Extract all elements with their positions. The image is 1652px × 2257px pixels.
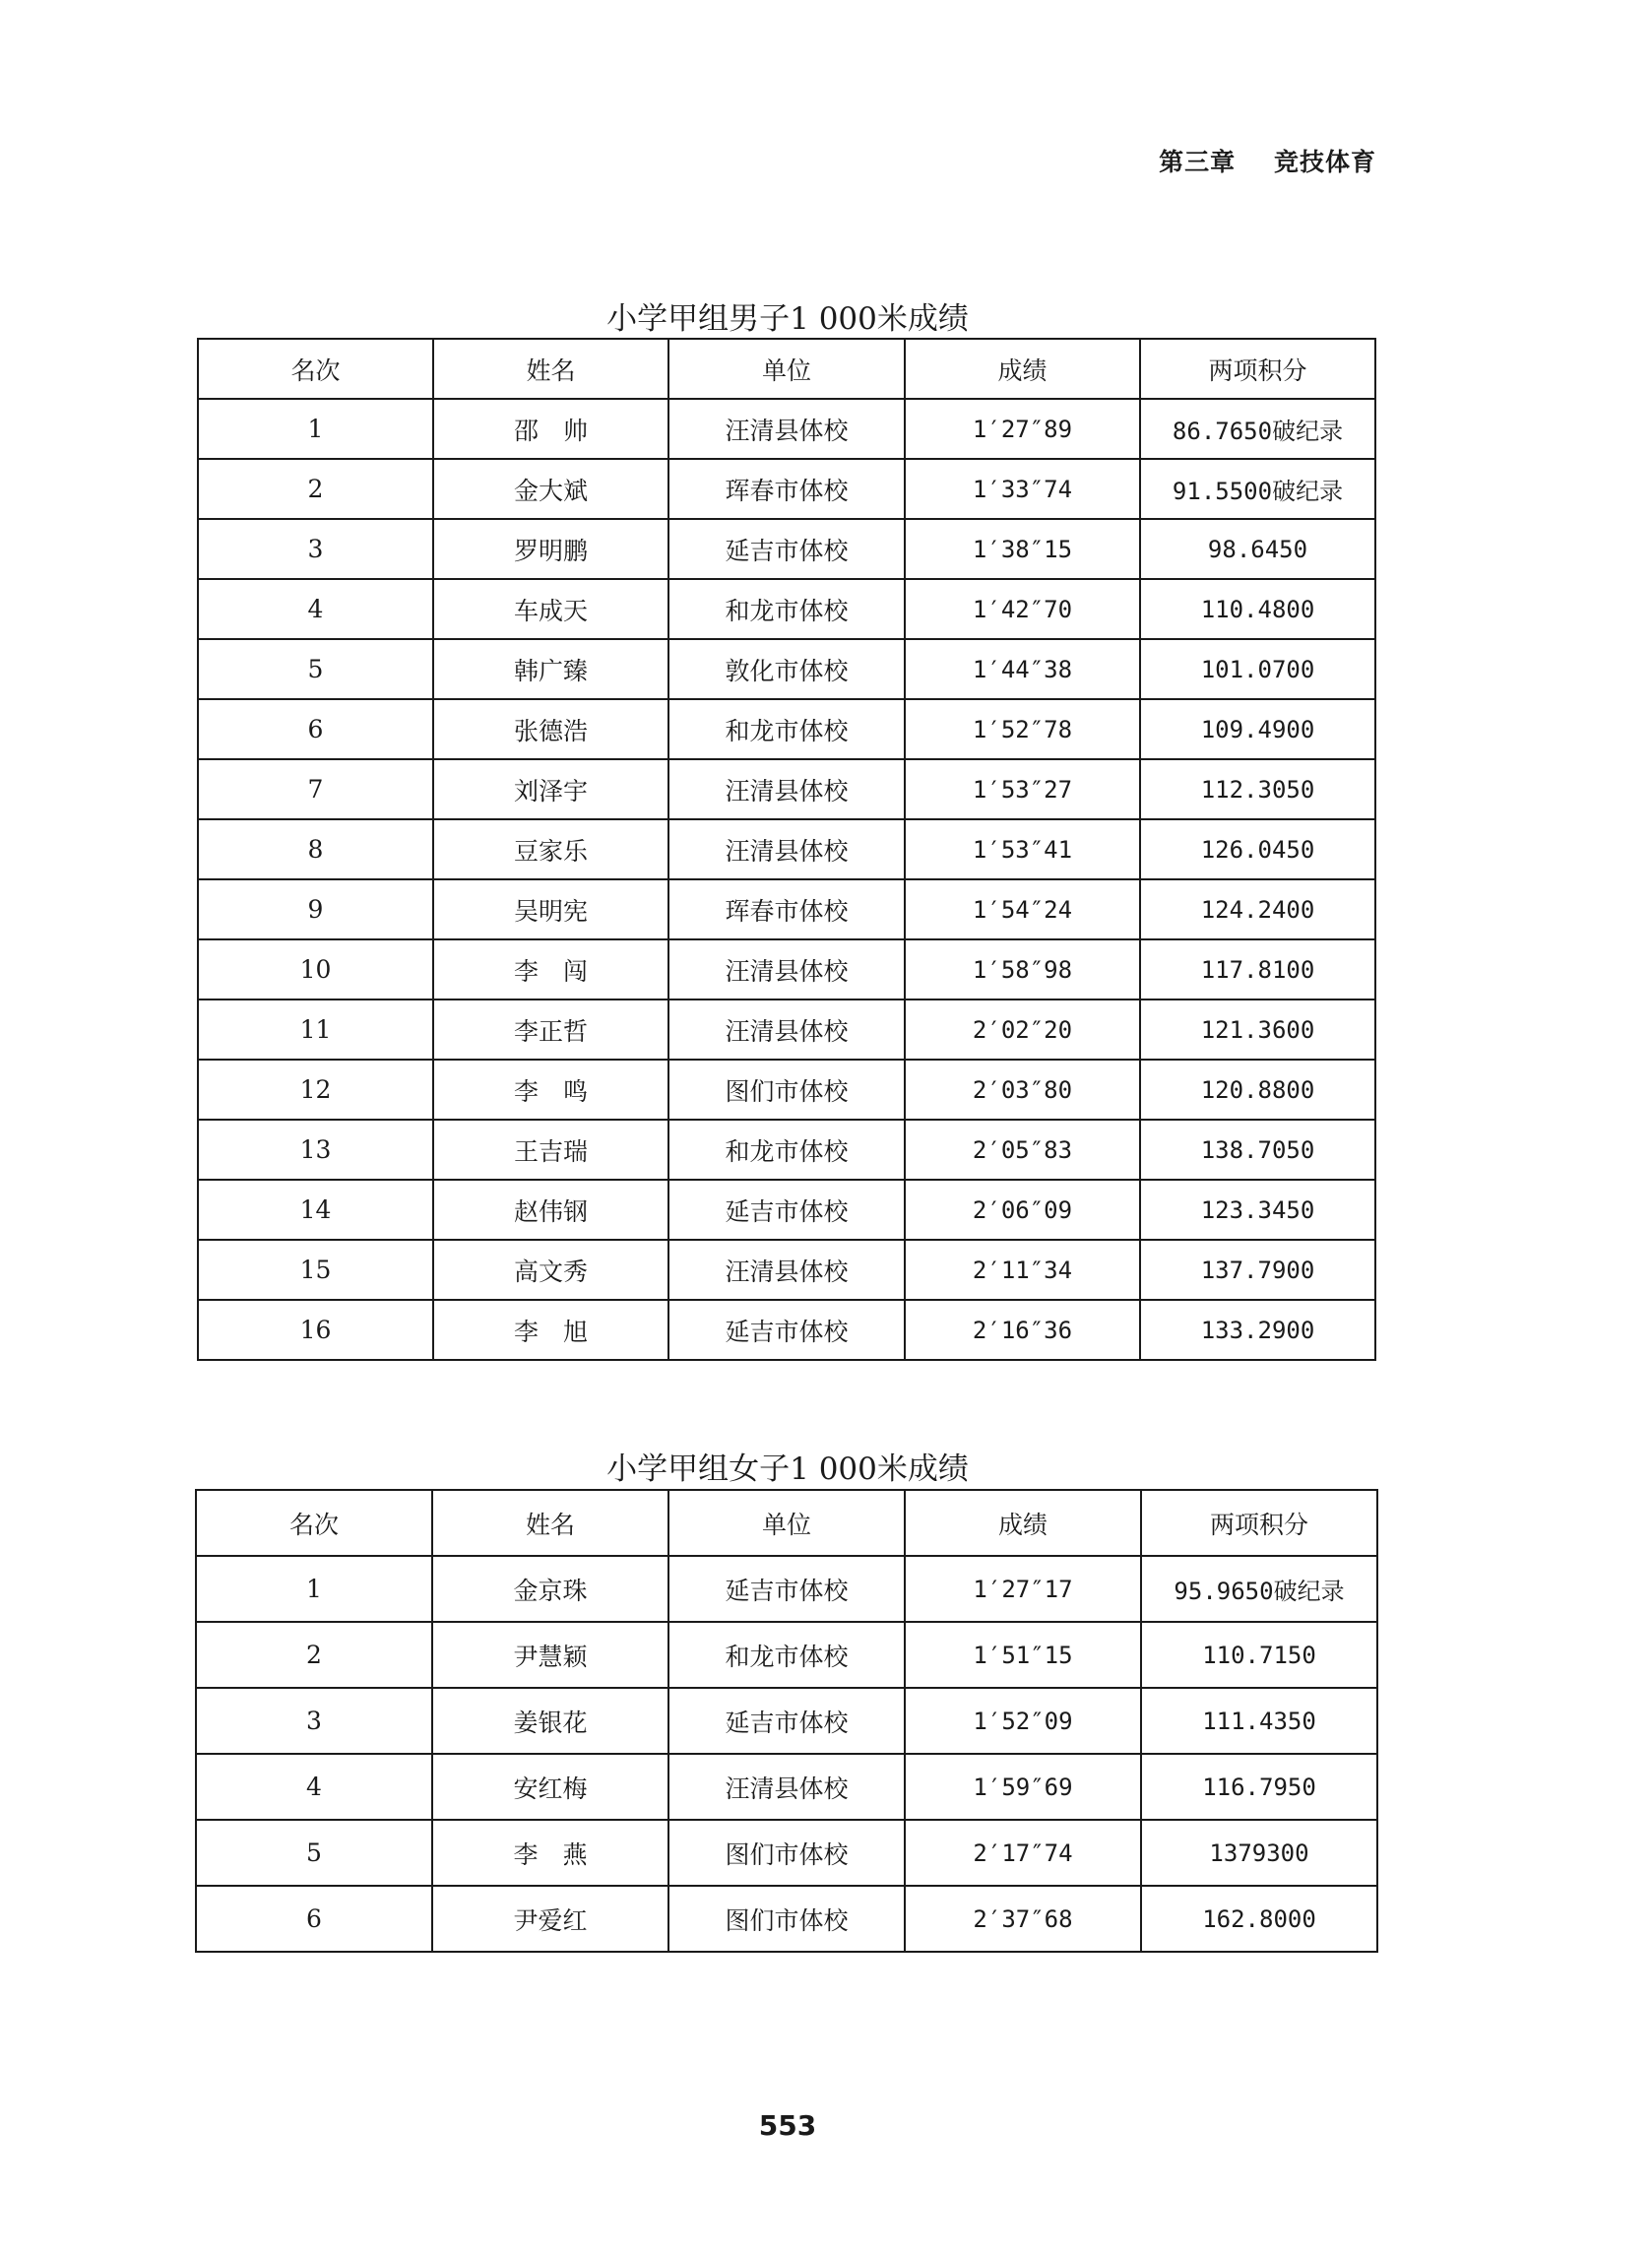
cell-unit: 敦化市体校	[668, 639, 905, 699]
cell-name: 车成天	[433, 579, 668, 639]
column-header-time: 成绩	[905, 339, 1140, 399]
cell-score: 137.7900	[1140, 1240, 1375, 1300]
cell-unit: 和龙市体校	[668, 1622, 905, 1688]
cell-time: 1′53″27	[905, 759, 1140, 819]
cell-name: 刘泽宇	[433, 759, 668, 819]
cell-rank: 8	[198, 819, 433, 879]
cell-unit: 汪清县体校	[668, 399, 905, 459]
cell-unit: 汪清县体校	[668, 939, 905, 1000]
cell-unit: 和龙市体校	[668, 1120, 905, 1180]
page-number: 553	[758, 2109, 817, 2142]
cell-score: 138.7050	[1140, 1120, 1375, 1180]
section-label: 竞技体育	[1273, 148, 1376, 176]
cell-unit: 延吉市体校	[668, 1180, 905, 1240]
table-header-row	[196, 1490, 1377, 1556]
column-header-rank: 名次	[198, 339, 433, 399]
cell-time: 2′37″68	[905, 1886, 1141, 1952]
table-header-row	[198, 339, 1375, 399]
cell-unit: 汪清县体校	[668, 819, 905, 879]
cell-unit: 汪清县体校	[668, 1754, 905, 1820]
cell-name: 李正哲	[433, 1000, 668, 1060]
cell-time: 2′11″34	[905, 1240, 1140, 1300]
cell-time: 1′27″89	[905, 399, 1140, 459]
cell-unit: 汪清县体校	[668, 1240, 905, 1300]
cell-score: 133.2900	[1140, 1300, 1375, 1360]
cell-name: 安红梅	[432, 1754, 668, 1820]
cell-rank: 1	[196, 1556, 432, 1622]
cell-rank: 13	[198, 1120, 433, 1180]
cell-score: 110.7150	[1141, 1622, 1377, 1688]
cell-time: 1′52″09	[905, 1688, 1141, 1754]
cell-time: 1′38″15	[905, 519, 1140, 579]
cell-time: 2′16″36	[905, 1300, 1140, 1360]
cell-score: 126.0450	[1140, 819, 1375, 879]
cell-rank: 6	[196, 1886, 432, 1952]
cell-name: 李 旭	[433, 1300, 668, 1360]
cell-unit: 图们市体校	[668, 1820, 905, 1886]
cell-rank: 12	[198, 1060, 433, 1120]
column-header-time: 成绩	[905, 1490, 1141, 1556]
cell-rank: 14	[198, 1180, 433, 1240]
table-row	[198, 459, 1375, 519]
cell-time: 2′02″20	[905, 1000, 1140, 1060]
table-row	[196, 1820, 1377, 1886]
cell-score: 98.6450	[1140, 519, 1375, 579]
column-header-rank: 名次	[196, 1490, 432, 1556]
cell-name: 邵 帅	[433, 399, 668, 459]
table-row	[198, 699, 1375, 759]
cell-name: 张德浩	[433, 699, 668, 759]
cell-time: 1′42″70	[905, 579, 1140, 639]
cell-name: 尹爱红	[432, 1886, 668, 1952]
cell-unit: 汪清县体校	[668, 1000, 905, 1060]
cell-name: 尹慧颖	[432, 1622, 668, 1688]
cell-unit: 珲春市体校	[668, 879, 905, 939]
column-header-score: 两项积分	[1140, 339, 1375, 399]
column-header-score: 两项积分	[1141, 1490, 1377, 1556]
cell-score: 120.8800	[1140, 1060, 1375, 1120]
cell-score: 95.9650破纪录	[1141, 1556, 1377, 1622]
table-row	[198, 639, 1375, 699]
cell-score: 112.3050	[1140, 759, 1375, 819]
cell-rank: 6	[198, 699, 433, 759]
table-row	[198, 819, 1375, 879]
table-row	[198, 1120, 1375, 1180]
cell-unit: 延吉市体校	[668, 519, 905, 579]
table-row	[198, 1000, 1375, 1060]
table-row	[198, 399, 1375, 459]
cell-name: 吴明宪	[433, 879, 668, 939]
cell-rank: 9	[198, 879, 433, 939]
cell-name: 豆家乐	[433, 819, 668, 879]
cell-time: 1′51″15	[905, 1622, 1141, 1688]
cell-time: 1′58″98	[905, 939, 1140, 1000]
cell-unit: 珲春市体校	[668, 459, 905, 519]
cell-time: 2′06″09	[905, 1180, 1140, 1240]
running-header	[1159, 143, 1376, 178]
cell-name: 金大斌	[433, 459, 668, 519]
cell-score: 1379300	[1141, 1820, 1377, 1886]
cell-rank: 2	[198, 459, 433, 519]
cell-score: 110.4800	[1140, 579, 1375, 639]
table-row	[198, 879, 1375, 939]
cell-score: 86.7650破纪录	[1140, 399, 1375, 459]
table-row	[196, 1556, 1377, 1622]
cell-time: 1′44″38	[905, 639, 1140, 699]
cell-name: 李 闯	[433, 939, 668, 1000]
cell-unit: 图们市体校	[668, 1060, 905, 1120]
cell-name: 罗明鹏	[433, 519, 668, 579]
cell-rank: 15	[198, 1240, 433, 1300]
girls-table-title: 小学甲组女子1 000米成绩	[606, 1451, 969, 1487]
cell-rank: 3	[198, 519, 433, 579]
cell-name: 李 燕	[432, 1820, 668, 1886]
column-header-unit: 单位	[668, 339, 905, 399]
cell-time: 1′27″17	[905, 1556, 1141, 1622]
cell-name: 韩广臻	[433, 639, 668, 699]
cell-name: 高文秀	[433, 1240, 668, 1300]
cell-rank: 11	[198, 1000, 433, 1060]
boys-table-body	[198, 399, 1375, 1360]
cell-unit: 汪清县体校	[668, 759, 905, 819]
cell-rank: 5	[198, 639, 433, 699]
table-row	[196, 1886, 1377, 1952]
cell-time: 2′05″83	[905, 1120, 1140, 1180]
cell-rank: 5	[196, 1820, 432, 1886]
cell-time: 1′59″69	[905, 1754, 1141, 1820]
cell-rank: 3	[196, 1688, 432, 1754]
cell-name: 赵伟钢	[433, 1180, 668, 1240]
cell-rank: 16	[198, 1300, 433, 1360]
table-row	[196, 1754, 1377, 1820]
table-row	[198, 939, 1375, 1000]
column-header-name: 姓名	[432, 1490, 668, 1556]
table-row	[198, 1300, 1375, 1360]
cell-score: 116.7950	[1141, 1754, 1377, 1820]
cell-time: 2′03″80	[905, 1060, 1140, 1120]
cell-unit: 和龙市体校	[668, 699, 905, 759]
cell-unit: 延吉市体校	[668, 1688, 905, 1754]
cell-score: 124.2400	[1140, 879, 1375, 939]
cell-score: 121.3600	[1140, 1000, 1375, 1060]
cell-score: 117.8100	[1140, 939, 1375, 1000]
cell-rank: 4	[198, 579, 433, 639]
cell-score: 111.4350	[1141, 1688, 1377, 1754]
cell-score: 109.4900	[1140, 699, 1375, 759]
table-row	[198, 759, 1375, 819]
cell-score: 162.8000	[1141, 1886, 1377, 1952]
cell-unit: 和龙市体校	[668, 579, 905, 639]
table-row	[196, 1688, 1377, 1754]
cell-rank: 4	[196, 1754, 432, 1820]
table-row	[198, 1180, 1375, 1240]
cell-time: 1′33″74	[905, 459, 1140, 519]
table-row	[198, 519, 1375, 579]
cell-score: 101.0700	[1140, 639, 1375, 699]
table-row	[198, 1240, 1375, 1300]
cell-name: 姜银花	[432, 1688, 668, 1754]
cell-unit: 延吉市体校	[668, 1300, 905, 1360]
table-row	[198, 1060, 1375, 1120]
column-header-name: 姓名	[433, 339, 668, 399]
boys-results-table	[197, 338, 1376, 1361]
cell-unit: 图们市体校	[668, 1886, 905, 1952]
cell-time: 2′17″74	[905, 1820, 1141, 1886]
table-row	[196, 1622, 1377, 1688]
cell-score: 123.3450	[1140, 1180, 1375, 1240]
table-row	[198, 579, 1375, 639]
cell-time: 1′54″24	[905, 879, 1140, 939]
cell-time: 1′52″78	[905, 699, 1140, 759]
chapter-label: 第三章	[1159, 148, 1237, 176]
cell-name: 李 鸣	[433, 1060, 668, 1120]
cell-rank: 2	[196, 1622, 432, 1688]
cell-rank: 10	[198, 939, 433, 1000]
cell-score: 91.5500破纪录	[1140, 459, 1375, 519]
boys-table-title: 小学甲组男子1 000米成绩	[606, 301, 969, 337]
cell-name: 王吉瑞	[433, 1120, 668, 1180]
cell-rank: 7	[198, 759, 433, 819]
cell-unit: 延吉市体校	[668, 1556, 905, 1622]
cell-rank: 1	[198, 399, 433, 459]
cell-time: 1′53″41	[905, 819, 1140, 879]
girls-table-body	[196, 1556, 1377, 1952]
column-header-unit: 单位	[668, 1490, 905, 1556]
cell-name: 金京珠	[432, 1556, 668, 1622]
girls-results-table	[195, 1489, 1378, 1953]
